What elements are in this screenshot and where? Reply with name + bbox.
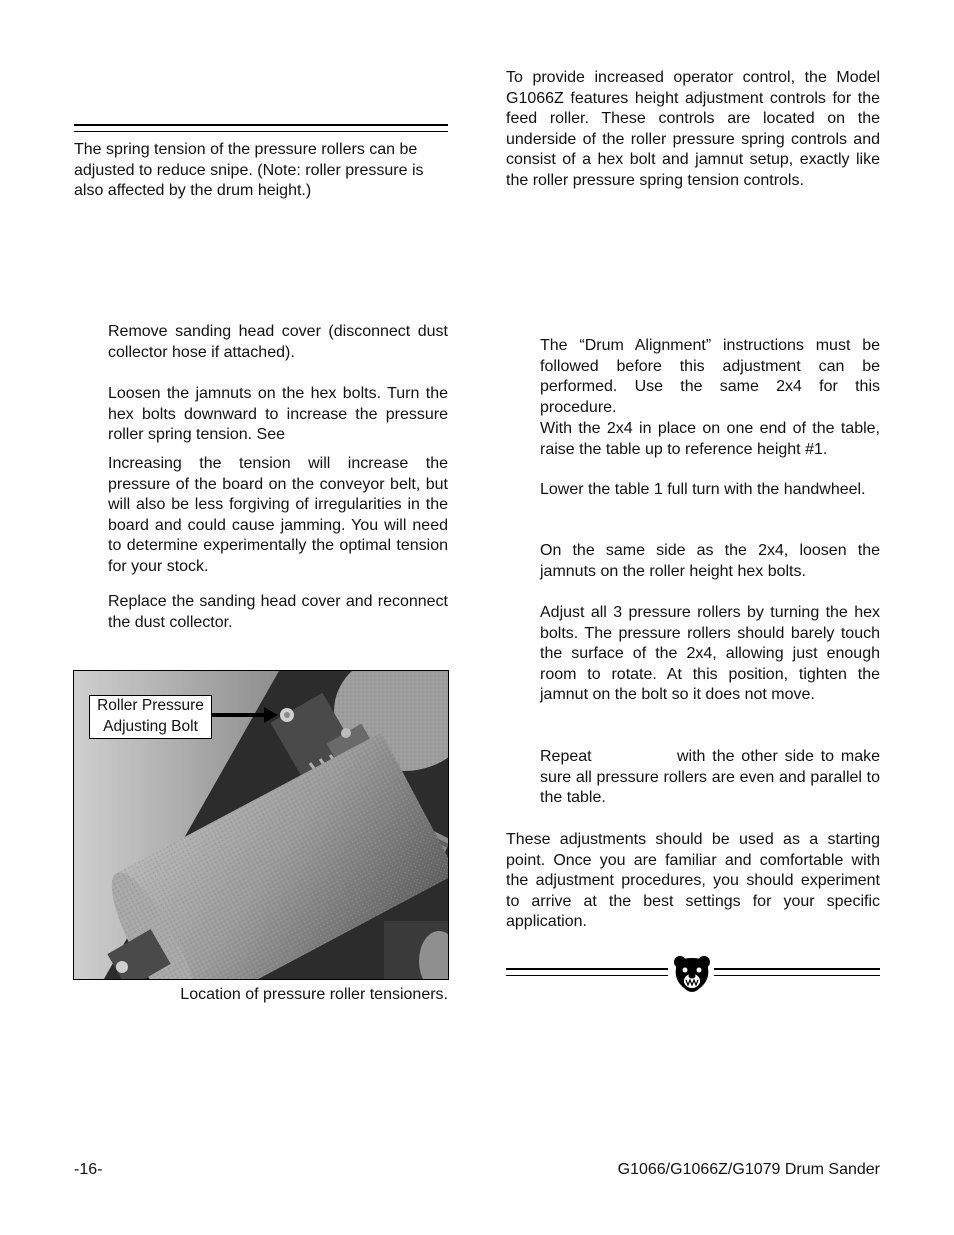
left-step-3: Replace the sanding head cover and reconnect the dust collector. [108, 593, 448, 631]
end-rule-left [506, 968, 668, 976]
right-step-2: With the 2x4 in place on one end of the table, raise the table up to reference height #1. [540, 420, 880, 458]
right-step-4: On the same side as the 2x4, loosen the jamnuts on the roller height hex bolts. [540, 542, 880, 580]
callout-line-2: Adjusting Bolt [103, 717, 198, 735]
left-step-2: Loosen the jamnuts on the hex bolts. Turn the hex bolts downward to increase the pressure roller spring tension. See [108, 385, 448, 443]
right-step-6-lead: Repeat [540, 748, 592, 765]
footer-model-title: G1066/G1066Z/G1079 Drum Sander [617, 1161, 880, 1178]
figure-callout-label [89, 695, 212, 739]
bear-head-icon [672, 954, 712, 996]
end-rule-right [714, 968, 880, 976]
right-step-6-body: with the other side to make sure all pressure rollers are even and parallel to the table. [540, 748, 880, 806]
figure-caption: Location of pressure roller tensioners. [180, 986, 448, 1003]
section-rule-left-thin [74, 131, 448, 132]
right-step-3: Lower the table 1 full turn with the handwheel. [540, 481, 866, 498]
right-step-1: The “Drum Alignment” instructions must be followed before this adjustment can be performed. Use the same 2x4 for this procedure. [540, 337, 880, 416]
left-intro-paragraph: The spring tension of the pressure rollers can be adjusted to reduce snipe. (Note: roller pressure is also affected by the drum height.) [74, 141, 424, 199]
right-step-6 [540, 747, 880, 809]
right-closing-paragraph: These adjustments should be used as a starting point. Once you are familiar and comfortable with the adjustment procedures, you should experiment to arrive at the best settings for your specific application. [506, 831, 880, 930]
page-number: -16- [74, 1161, 103, 1178]
callout-line-1: Roller Pressure [97, 697, 204, 714]
section-rule-left [74, 124, 448, 126]
right-step-5: Adjust all 3 pressure rollers by turning the hex bolts. The pressure rollers should barely touch the surface of the 2x4, allowing just enough room to rotate. At this position, tighten the jamnut on the bolt so it does not move. [540, 604, 880, 703]
pressure-roller-photo [73, 670, 449, 980]
left-step-2-continued: Increasing the tension will increase the pressure of the board on the conveyor belt, but will also be less forgiving of irregularities in the board and could cause jamming. You will need to determine experimentally the optimal tension for your stock. [108, 455, 448, 575]
left-step-1: Remove sanding head cover (disconnect dust collector hose if attached). [108, 323, 448, 361]
right-intro-paragraph: To provide increased operator control, the Model G1066Z features height adjustment controls for the feed roller. These controls are located on the underside of the roller pressure spring controls and consist of a hex bolt and jamnut setup, exactly like the roller pressure spring tension controls. [506, 69, 880, 189]
